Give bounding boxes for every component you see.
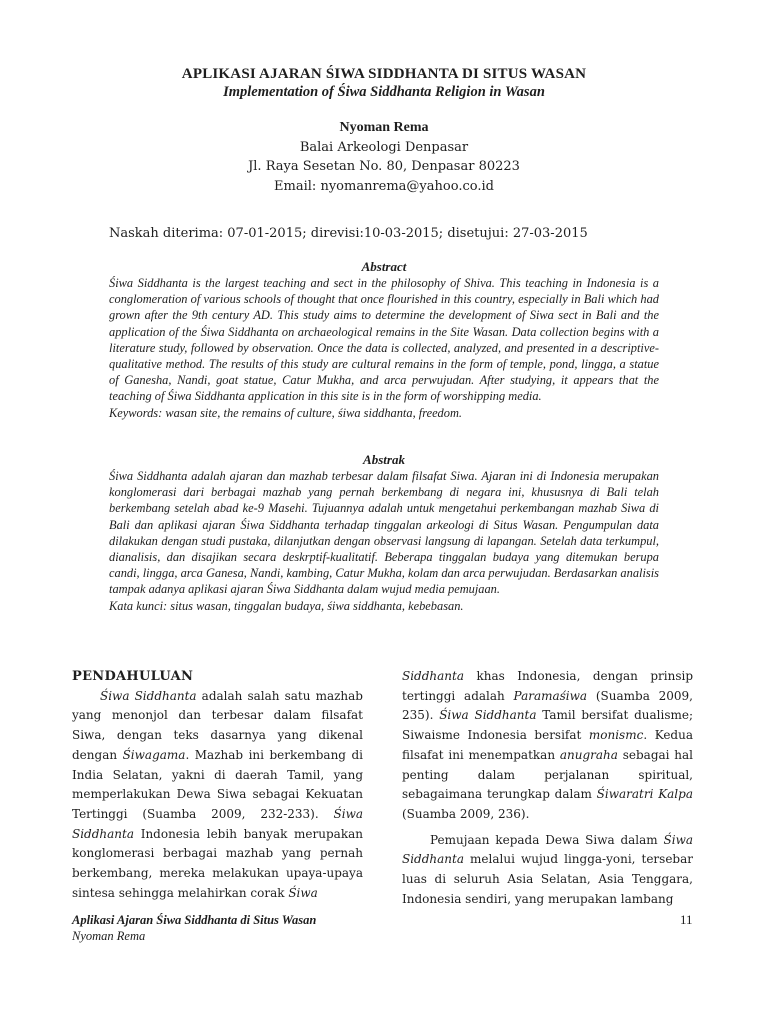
received-dates: Naskah diterima: 07-01-2015; direvisi:10-03-2015; disetujui: 27-03-2015 [109,226,588,241]
author-address: Jl. Raya Sesetan No. 80, Denpasar 80223 [248,159,520,174]
author-email: Email: nyomanrema@yahoo.co.id [274,178,494,194]
footer-running-title: Aplikasi Ajaran Śiwa Siddhanta di Situs Wasan [72,913,317,927]
column-right [402,667,693,909]
intro-paragraph-1: Śiwa Siddhanta adalah salah satu mazhab yang menonjol dan terbesar dalam filsafat Siwa, dengan teks dasarnya yang dikenal dengan Śiwagama. Mazhab ini berkembang di India Selatan, yakni di daerah Tamil, yang memperlakukan Dewa Siwa sebagai Kekuatan Tertinggi (Suamba 2009, 232-233). Śiwa Siddhanta Indonesia lebih banyak merupakan konglomerasi berbagai mazhab yang pernah berkembang, mereka melakukan upaya-upaya sintesa sehingga melahirkan corak Śiwa [72,688,364,900]
column-left [72,667,363,903]
intro-paragraph-1-cont: Siddhanta khas Indonesia, dengan prinsip tertinggi adalah Paramaśiwa (Suamba 2009, 235). Śiwa Siddhanta Tamil bersifat dualisme; Siwaisme Indonesia bersifat monismc. Kedua filsafat ini menempatkan anugraha sebagai hal penting dalam perjalanan spiritual, sebagaimana terungkap dalam Śiwaratri Kalpa (Suamba 2009, 236). [402,669,694,821]
intro-paragraph-2: Pemujaan kepada Dewa Siwa dalam Śiwa Siddhanta melalui wujud lingga-yoni, tersebar luas di seluruh Asia Selatan, Asia Tenggara, Indonesia sendiri, yang merupakan lambang [402,832,693,906]
author-institution: Balai Arkeologi Denpasar [299,139,469,155]
paper-title: APLIKASI AJARAN ŚIWA SIDDHANTA DI SITUS WASAN [181,66,587,82]
abstract-id-keywords: Kata kunci: situs wasan, tinggalan budaya, śiwa siddhanta, kebebasan. [109,598,464,613]
abstract-en-keywords: Keywords: wasan site, the remains of culture, śiwa siddhanta, freedom. [109,405,462,420]
author-name: Nyoman Rema [339,120,429,135]
abstract-id-body: Śiwa Siddhanta adalah ajaran dan mazhab terbesar dalam filsafat Siwa. Ajaran ini di Indonesia merupakan konglomerasi dari berbagai mazhab yang pernah berkembang di negara ini, khususnya di Bali telah berkembang setelah abad ke-9 Masehi. Tujuannya adalah untuk mengetahui perkembangan mazhab Siwa di Bali dan aplikasi ajaran Śiwa Siddhanta terhadap tinggalan arkeologi di Situs Wasan. Pengumpulan data dilakukan dengan studi pustaka, dilanjutkan dengan observasi langsung di lapangan. Setelah data terkumpul, dianalisis, dan disajikan secara deskrptif-kualitatif. Beberapa tinggalan budaya yang ditemukan berupa candi, lingga, arca Ganesa, Nandi, kambing, Catur Mukha, kolam dan arca perwujudan. Berdasarkan analisis tampak adanya aplikasi ajaran Śiwa Siddhanta dalam wujud media pemujaan. [109,469,659,597]
abstract-en-title: Abstract [361,259,407,274]
abstract-id [109,468,659,614]
page-number: 11 [680,912,693,927]
abstract-id-title: Abstrak [363,452,405,467]
paper-subtitle: Implementation of Śiwa Siddhanta Religion in Wasan [223,84,545,100]
footer-author: Nyoman Rema [72,929,146,943]
abstract-en [109,275,659,421]
abstract-en-body: Śiwa Siddhanta is the largest teaching and sect in the philosophy of Shiva. This teaching in Indonesia is a conglomeration of various schools of thought that once flourished in this country, especially in Bali which had grown after the 9th century AD. This study aims to determine the development of Siwa sect in Bali and the application of the Śiwa Siddhanta on archaeological remains in the Site Wasan. Data collection begins with a literature study, followed by observation. Once the data is collected, analyzed, and presented in a descriptive-qualitative method. The results of this study are cultural remains in the form of temple, pond, lingga, a statue of Ganesha, Nandi, goat statue, Catur Mukha, and arca perwujudan. After studying, it appears that the teaching of Śiwa Siddhanta application in this site is in the form of worshipping media. [109,276,659,404]
author-block [0,118,768,196]
section-heading: PENDAHULUAN [72,669,194,684]
